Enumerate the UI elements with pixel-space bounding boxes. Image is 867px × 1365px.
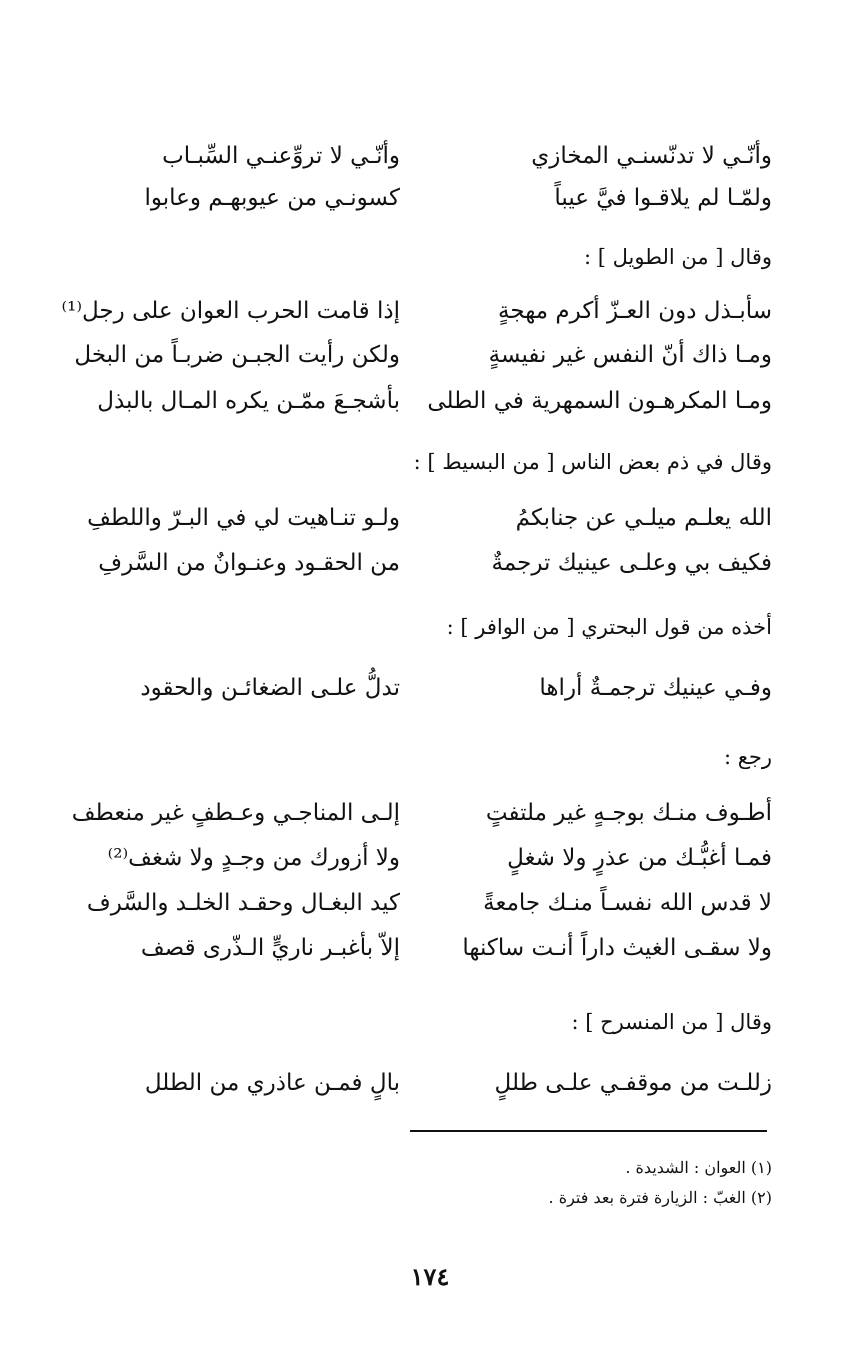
verse-left-hemistich: وأنّـي لا تروِّعنـي السِّبـاب xyxy=(162,143,400,169)
verse-right-hemistich: ولا سقـى الغيث داراً أنـت ساكنها xyxy=(462,935,772,961)
verse-right-hemistich: لا قدس الله نفسـاً منـك جامعةً xyxy=(483,890,772,916)
verse-left-hemistich: تدلُّ علـى الضغائـن والحقود xyxy=(140,675,400,701)
footnote: (٢) الغبّ : الزيارة فترة بعد فترة . xyxy=(548,1188,772,1207)
page-number: ١٧٤ xyxy=(410,1262,450,1291)
stanza-intro: وقال [ من الطويل ] : xyxy=(584,245,772,269)
verse-right-hemistich: زللـت من موقفـي علـى طللٍ xyxy=(494,1070,772,1096)
verse-right-hemistich: وأنّـي لا تدنّسنـي المخازي xyxy=(531,143,772,169)
verse-right-hemistich: ومـا ذاك أنّ النفس غير نفيسةٍ xyxy=(488,342,772,368)
verse-right-hemistich: سأبـذل دون العـزّ أكرم مهجةٍ xyxy=(498,298,772,324)
verse-left-hemistich: ولكن رأيت الجبـن ضربـاً من البخل xyxy=(74,342,400,368)
verse-right-hemistich: فمـا أغبُّـك من عذرٍ ولا شغلٍ xyxy=(507,845,772,871)
verse-left-hemistich: إذا قامت الحرب العوان على رجل⁽¹⁾ xyxy=(61,298,400,324)
verse-left-hemistich: بالٍ فمـن عاذري من الطلل xyxy=(144,1070,400,1096)
verse-left-hemistich: إلاّ بأغبـر ناريٍّ الـذّرى قصف xyxy=(140,935,400,961)
verse-left-hemistich: إلـى المناجـي وعـطفٍ غير منعطف xyxy=(71,800,400,826)
verse-right-hemistich: الله يعلـم ميلـي عن جنابكمُ xyxy=(515,505,772,531)
verse-right-hemistich: ولمّـا لم يلاقـوا فيَّ عيباً xyxy=(554,185,772,211)
stanza-intro: وقال [ من المنسرح ] : xyxy=(571,1010,772,1034)
verse-left-hemistich: ولـو تنـاهيت لي في البـرّ واللطفِ xyxy=(87,505,400,531)
stanza-intro: أخذه من قول البحتري [ من الوافر ] : xyxy=(446,615,772,639)
verse-left-hemistich: كيد البغـال وحقـد الخلـد والسَّرف xyxy=(86,890,400,916)
verse-right-hemistich: ومـا المكرهـون السمهرية في الطلى xyxy=(427,388,772,414)
footnote-divider xyxy=(410,1130,767,1132)
stanza-intro: وقال في ذم بعض الناس [ من البسيط ] : xyxy=(413,450,772,474)
verse-right-hemistich: فكيف بي وعلـى عينيك ترجمةٌ xyxy=(491,550,772,576)
verse-right-hemistich: وفـي عينيك ترجمـةٌ أراها xyxy=(539,675,772,701)
verse-left-hemistich: ولا أزورك من وجـدٍ ولا شغف⁽²⁾ xyxy=(107,845,400,871)
verse-left-hemistich: بأشجـعَ ممّـن يكره المـال بالبذل xyxy=(97,388,400,414)
verse-left-hemistich: كسونـي من عيوبهـم وعابوا xyxy=(144,185,400,211)
footnote: (١) العوان : الشديدة . xyxy=(625,1158,772,1177)
verse-left-hemistich: من الحقـود وعنـوانٌ من السَّرفِ xyxy=(98,550,400,576)
stanza-intro: رجع : xyxy=(723,745,772,769)
verse-right-hemistich: أطـوف منـك بوجـهٍ غير ملتفتٍ xyxy=(485,800,772,826)
